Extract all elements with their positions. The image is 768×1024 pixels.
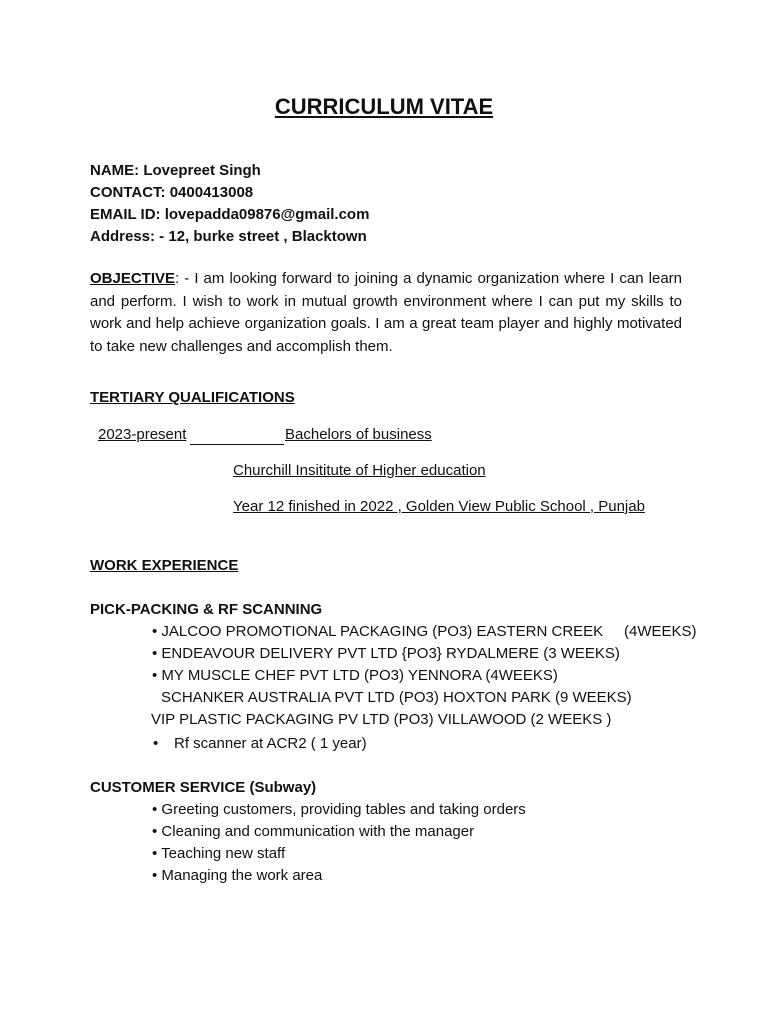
address-line: Address: - 12, burke street , Blacktown (90, 228, 367, 245)
qualification-degree: Bachelors of business (285, 426, 432, 443)
list-item: • Greeting customers, providing tables and taking orders (152, 801, 526, 818)
customer-service-heading: CUSTOMER SERVICE (Subway) (90, 779, 317, 796)
list-item: Rf scanner at ACR2 ( 1 year) (174, 735, 367, 752)
qualification-period: 2023-present (98, 426, 187, 443)
qualification-school: Year 12 finished in 2022 , Golden View Public School , Punjab (233, 498, 645, 515)
contact-line: CONTACT: 0400413008 (90, 184, 254, 201)
email-line: EMAIL ID: lovepadda09876@gmail.com (90, 206, 370, 223)
list-item: • MY MUSCLE CHEF PVT LTD (PO3) YENNORA (4WEEKS) (152, 667, 558, 684)
list-item: VIP PLASTIC PACKAGING PV LTD (PO3) VILLAWOOD (2 WEEKS ) (151, 711, 612, 728)
period-underline-gap (190, 424, 284, 445)
list-item: SCHANKER AUSTRALIA PVT LTD (PO3) HOXTON PARK (9 WEEKS) (161, 689, 632, 706)
list-item: • ENDEAVOUR DELIVERY PVT LTD {PO3} RYDALMERE (3 WEEKS) (152, 645, 620, 662)
list-item: • Teaching new staff (152, 845, 286, 862)
objective-text: : - I am looking forward to joining a dynamic organization where I can learn and perform. I wish to work in mutual growth environment where I can put my skills to work and help achieve organization goals. I am a great team player and highly motivated to take new challenges and accomplish them. (90, 270, 682, 355)
objective-label: OBJECTIVE (90, 270, 176, 287)
objective-paragraph (90, 268, 682, 358)
name-line: NAME: Lovepreet Singh (90, 162, 261, 179)
document-title: CURRICULUM VITAE (274, 94, 494, 119)
tertiary-heading: TERTIARY QUALIFICATIONS (90, 389, 295, 406)
bullet-icon: • (153, 735, 159, 752)
list-item: • JALCOO PROMOTIONAL PACKAGING (PO3) EASTERN CREEK (4WEEKS) (152, 623, 697, 640)
work-heading: WORK EXPERIENCE (90, 557, 239, 574)
list-item: • Cleaning and communication with the manager (152, 823, 475, 840)
pick-packing-heading: PICK-PACKING & RF SCANNING (90, 601, 323, 618)
list-item: • Managing the work area (152, 867, 323, 884)
qualification-institution: Churchill Insititute of Higher education (233, 462, 486, 479)
